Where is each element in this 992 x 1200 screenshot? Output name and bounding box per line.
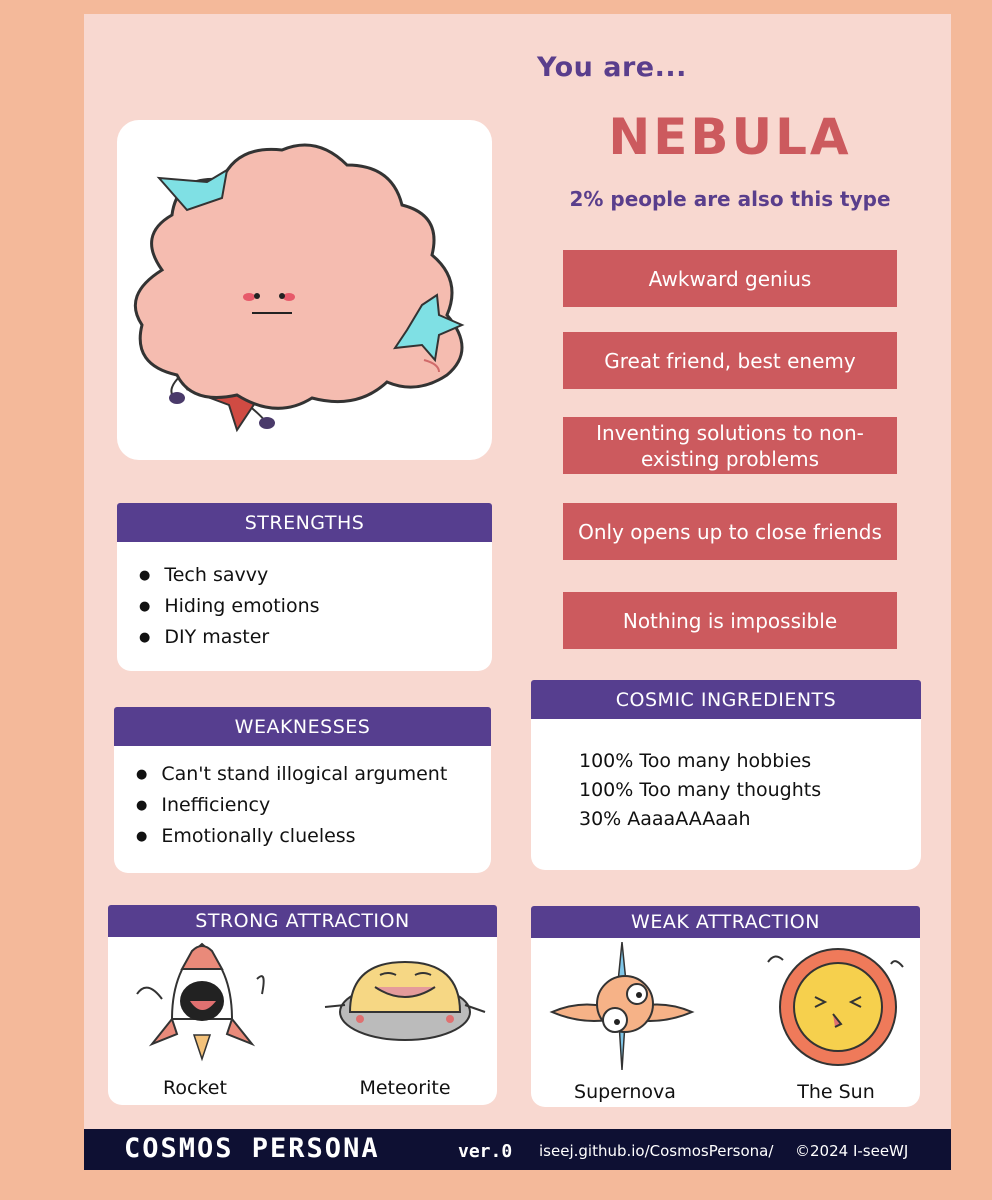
- footer-brand: COSMOS PERSONA: [124, 1133, 380, 1164]
- list-item: ● Inefficiency: [136, 790, 447, 821]
- trait-badge: Nothing is impossible: [563, 592, 897, 649]
- list-item: ● Can't stand illogical argument: [136, 759, 447, 790]
- list-item: ● Tech savvy: [139, 560, 320, 591]
- meteorite-label: Meteorite: [359, 1077, 451, 1099]
- type-share-text: 2% people are also this type: [569, 187, 891, 211]
- footer-bar: [84, 1129, 951, 1170]
- sun-illustration: [763, 942, 913, 1072]
- strong-attraction-panel: [108, 905, 497, 1105]
- weaknesses-list: [136, 759, 447, 852]
- supernova-illustration: [547, 942, 697, 1072]
- rocket-label: Rocket: [163, 1077, 227, 1099]
- weaknesses-panel: [114, 707, 491, 873]
- strengths-panel: [117, 503, 492, 671]
- nebula-portrait: [117, 120, 492, 460]
- meteorite-illustration: [320, 957, 490, 1057]
- trait-badge: Awkward genius: [563, 250, 897, 307]
- trait-badge: Only opens up to close friends: [563, 503, 897, 560]
- nebula-character-illustration: [117, 120, 492, 460]
- weaknesses-title: WEAKNESSES: [114, 707, 491, 746]
- list-item: ● Hiding emotions: [139, 591, 320, 622]
- list-item: 100% Too many hobbies: [579, 750, 812, 772]
- list-item: ● Emotionally clueless: [136, 821, 447, 852]
- trait-badge: Inventing solutions to non-existing problems: [563, 417, 897, 474]
- weak-attraction-title: WEAK ATTRACTION: [531, 906, 920, 938]
- footer-url-link[interactable]: iseej.github.io/CosmosPersona/: [539, 1142, 774, 1160]
- list-item: ● DIY master: [139, 622, 320, 653]
- list-item: 30% AaaaAAAaah: [579, 808, 751, 830]
- list-item: 100% Too many thoughts: [579, 779, 822, 801]
- strengths-list: [139, 560, 320, 653]
- ingredients-list: [579, 747, 821, 834]
- strong-attraction-title: STRONG ATTRACTION: [108, 905, 497, 937]
- weak-attraction-panel: [531, 906, 920, 1107]
- the-sun-label: The Sun: [797, 1081, 875, 1103]
- trait-badge: Great friend, best enemy: [563, 332, 897, 389]
- footer-version: ver.0: [458, 1141, 513, 1162]
- ingredients-panel: [531, 680, 921, 870]
- footer-copyright: ©2024 I-seeWJ: [795, 1142, 909, 1160]
- rocket-illustration: [132, 939, 272, 1069]
- supernova-label: Supernova: [574, 1081, 676, 1103]
- strengths-title: STRENGTHS: [117, 503, 492, 542]
- intro-heading: You are...: [537, 52, 687, 83]
- persona-type-name: NEBULA: [608, 108, 852, 166]
- ingredients-title: COSMIC INGREDIENTS: [531, 680, 921, 719]
